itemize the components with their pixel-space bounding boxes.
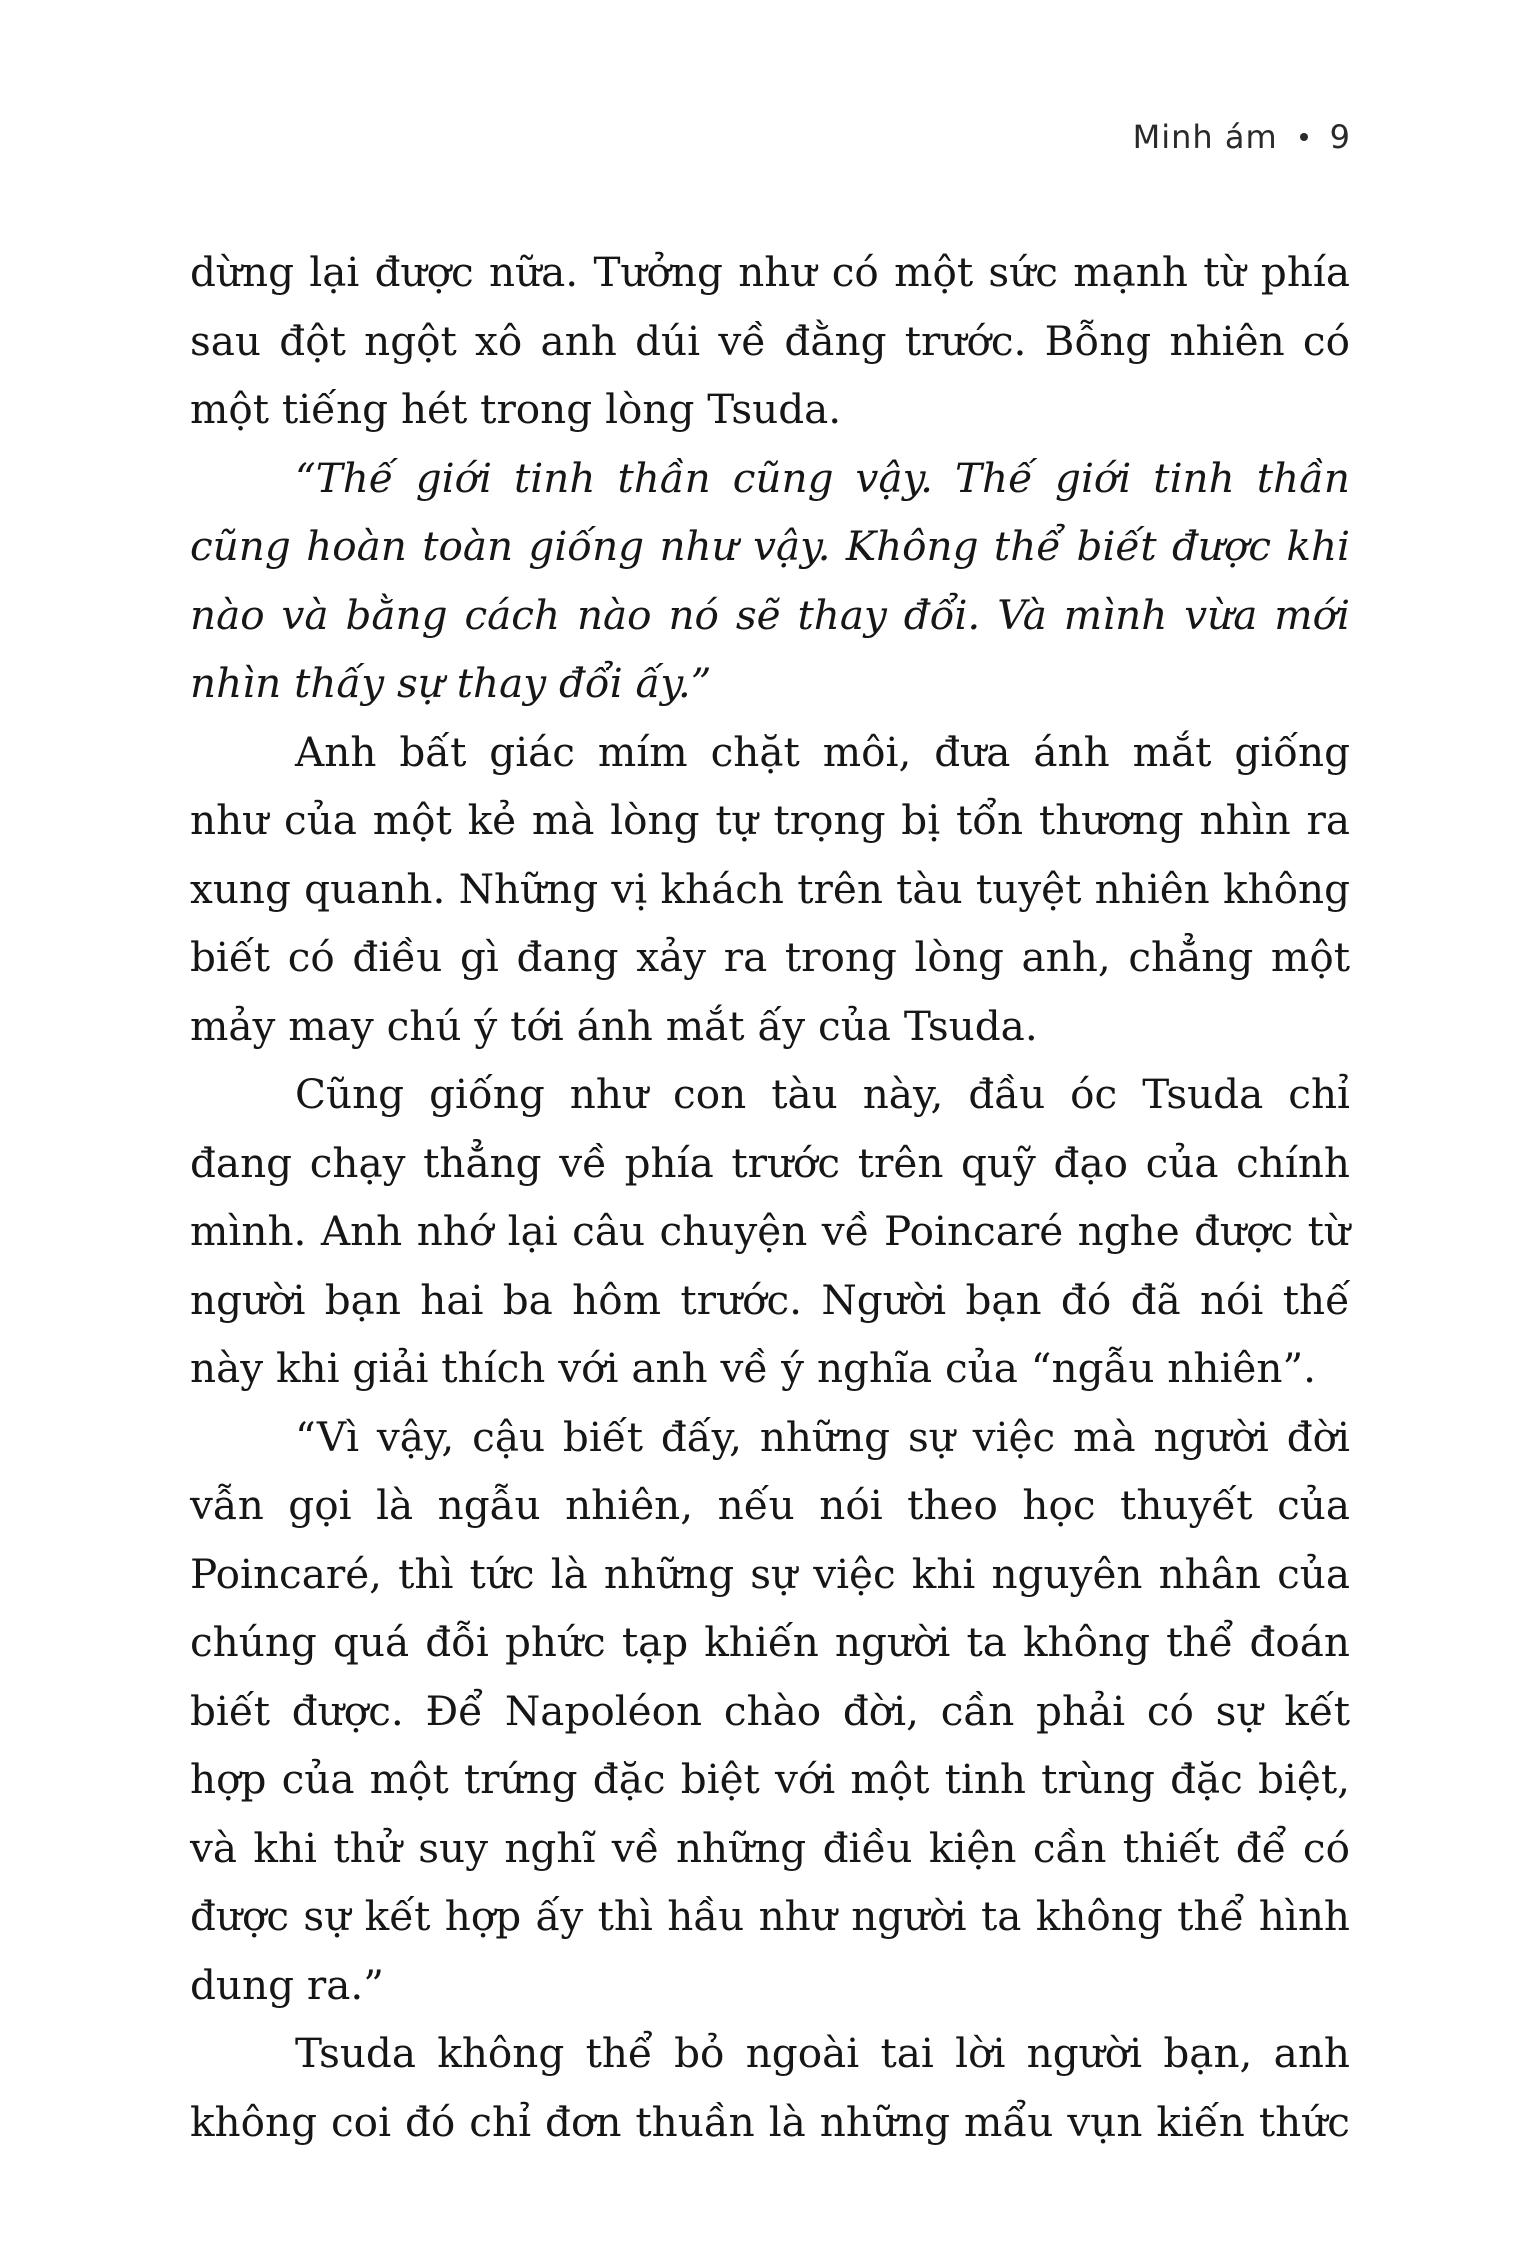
page-number: 9 — [1329, 118, 1351, 156]
paragraph-1: dừng lại được nữa. Tưởng như có một sức mạnh từ phía sau đột ngột xô anh dúi về đằng trước. Bỗng nhiên có một tiếng hét trong lòng Tsuda. — [190, 248, 1350, 433]
bullet-separator-icon — [1300, 133, 1308, 141]
running-head — [1133, 118, 1351, 156]
paragraph-4: Cũng giống như con tàu này, đầu óc Tsuda chỉ đang chạy thẳng về phía trước trên quỹ đạo của chính mình. Anh nhớ lại câu chuyện về Poincaré nghe được từ người bạn hai ba hôm trước. Người bạn đó đã nói thế này khi giải thích với anh về ý nghĩa của “ngẫu nhiên”. — [190, 1070, 1350, 1392]
paragraph-2-quote: “Thế giới tinh thần cũng vậy. Thế giới tinh thần cũng hoàn toàn giống như vậy. Không thể biết được khi nào và bằng cách nào nó sẽ thay đổi. Và mình vừa mới nhìn thấy sự thay đổi ấy.” — [190, 453, 1350, 707]
paragraph-5-quote: “Vì vậy, cậu biết đấy, những sự việc mà người đời vẫn gọi là ngẫu nhiên, nếu nói theo học thuyết của Poincaré, thì tức là những sự việc khi nguyên nhân của chúng quá đỗi phức tạp khiến người ta không thể đoán biết được. Để Napoléon chào đời, cần phải có sự kết hợp của một trứng đặc biệt với một tinh trùng đặc biệt, và khi thử suy nghĩ về những điều kiện cần thiết để có được sự kết hợp ấy thì hầu như người ta không thể hình dung ra.” — [190, 1412, 1350, 2009]
chapter-title: Minh ám — [1132, 118, 1278, 156]
paragraph-3: Anh bất giác mím chặt môi, đưa ánh mắt giống như của một kẻ mà lòng tự trọng bị tổn thương nhìn ra xung quanh. Những vị khách trên tàu tuyệt nhiên không biết có điều gì đang xảy ra trong lòng anh, chẳng một mảy may chú ý tới ánh mắt ấy của Tsuda. — [190, 727, 1350, 1050]
body-text — [190, 238, 1350, 2156]
paragraph-6: Tsuda không thể bỏ ngoài tai lời người bạn, anh không coi đó chỉ đơn thuần là những mẩu vụn kiến thức — [190, 2029, 1350, 2146]
